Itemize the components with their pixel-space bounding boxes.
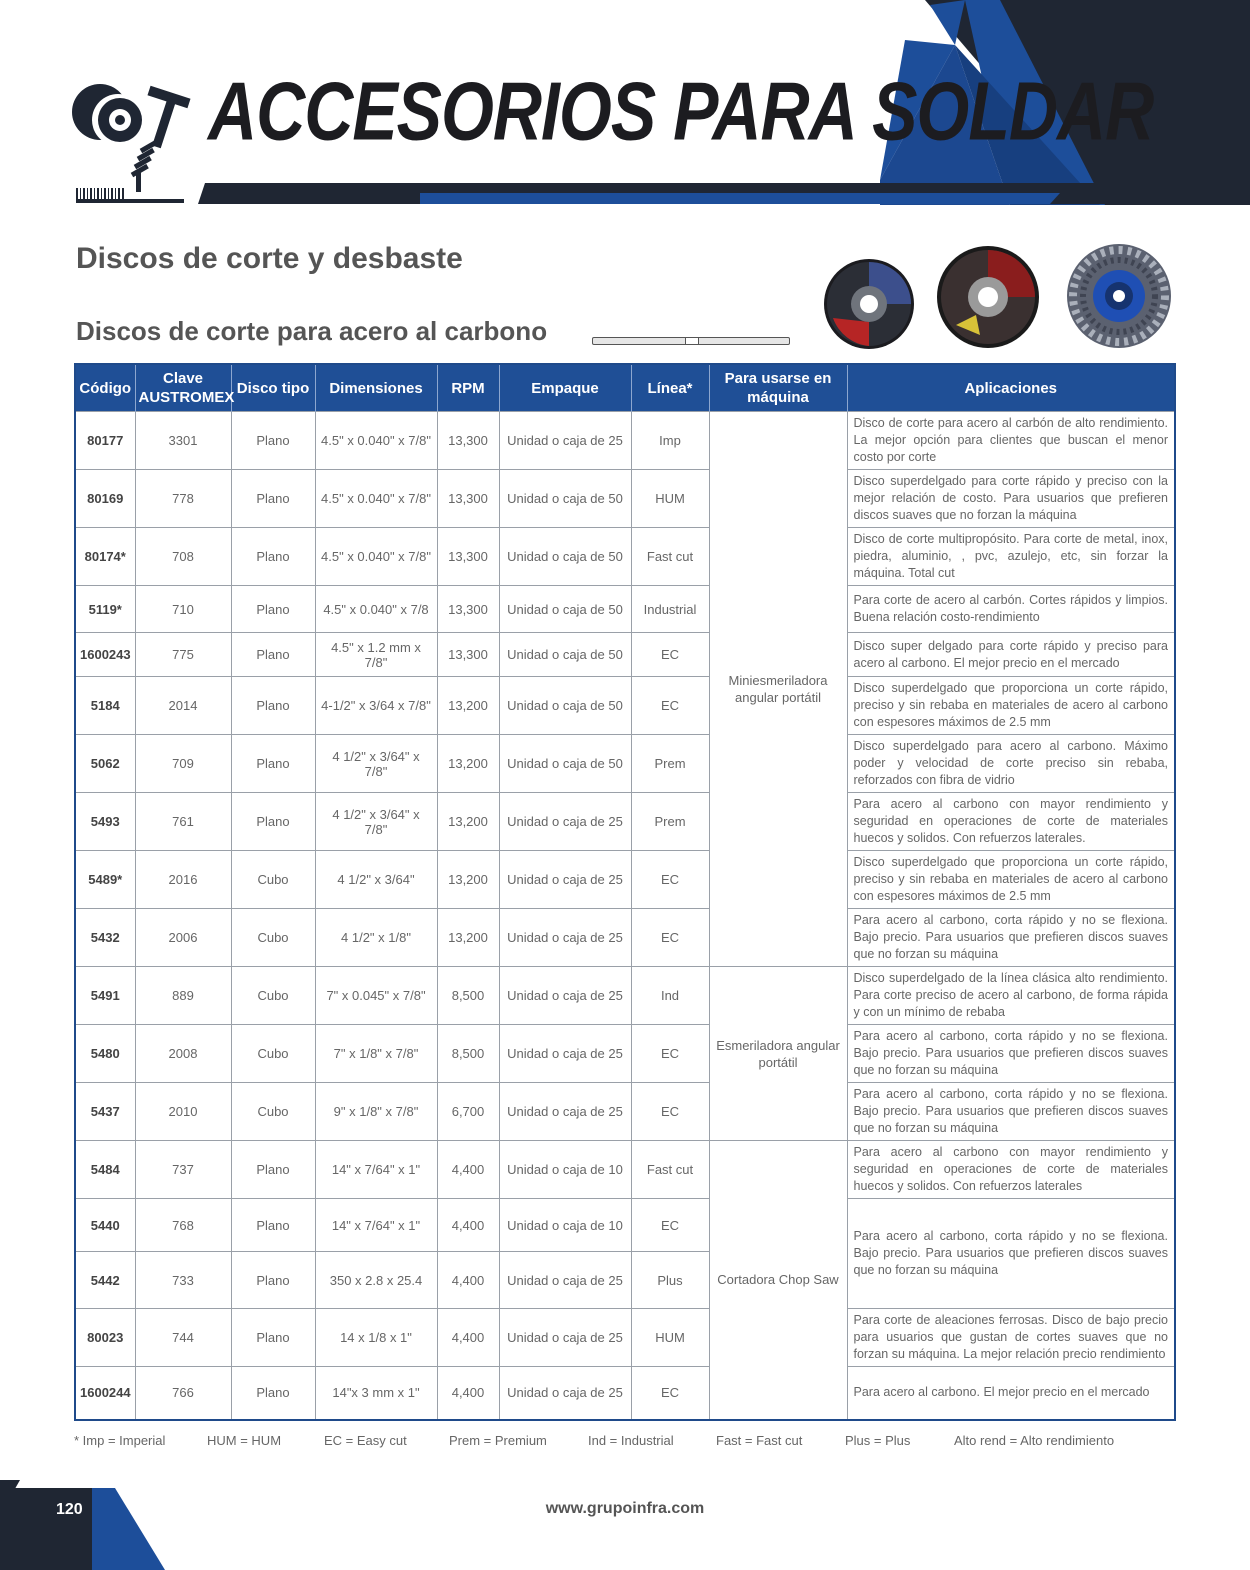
cell-linea: Ind bbox=[631, 967, 709, 1025]
page-title: ACCESORIOS PARA SOLDAR bbox=[208, 65, 1154, 158]
cell-rpm: 13,300 bbox=[437, 528, 499, 586]
cell-empaque: Unidad o caja de 50 bbox=[499, 528, 631, 586]
cell-rpm: 13,300 bbox=[437, 470, 499, 528]
cell-empaque: Unidad o caja de 10 bbox=[499, 1141, 631, 1199]
table-row bbox=[75, 1083, 1175, 1141]
cell-codigo: 5484 bbox=[75, 1141, 135, 1199]
cell-dimensiones: 14" x 7/64" x 1" bbox=[315, 1141, 437, 1199]
cell-empaque: Unidad o caja de 25 bbox=[499, 412, 631, 470]
cell-clave: 768 bbox=[135, 1199, 231, 1252]
cell-rpm: 13,200 bbox=[437, 735, 499, 793]
cell-dimensiones: 4 1/2" x 3/64" x 7/8" bbox=[315, 735, 437, 793]
cell-tipo: Plano bbox=[231, 586, 315, 633]
cell-aplicaciones: Para acero al carbono, corta rápido y no se flexiona. Bajo precio. Para usuarios que prefieren discos suaves que no forzan su máquina bbox=[847, 909, 1175, 967]
section-subtitle: Discos de corte para acero al carbono bbox=[76, 316, 548, 346]
footer-decoration bbox=[0, 1480, 170, 1570]
header-aplicaciones: Aplicaciones bbox=[847, 364, 1175, 412]
cell-empaque: Unidad o caja de 25 bbox=[499, 793, 631, 851]
cell-empaque: Unidad o caja de 50 bbox=[499, 677, 631, 735]
header-clave: Clave AUSTROMEX bbox=[135, 364, 231, 412]
cell-clave: 889 bbox=[135, 967, 231, 1025]
cell-dimensiones: 4.5" x 0.040" x 7/8" bbox=[315, 412, 437, 470]
cell-codigo: 5184 bbox=[75, 677, 135, 735]
cell-maquina: Miniesmeriladora angular portátil bbox=[709, 412, 847, 967]
cell-maquina: Cortadora Chop Saw bbox=[709, 1141, 847, 1420]
page-number: 120 bbox=[56, 1501, 83, 1518]
cell-empaque: Unidad o caja de 25 bbox=[499, 1083, 631, 1141]
cell-codigo: 5432 bbox=[75, 909, 135, 967]
cell-codigo: 5493 bbox=[75, 793, 135, 851]
cell-linea: EC bbox=[631, 1025, 709, 1083]
cell-tipo: Cubo bbox=[231, 909, 315, 967]
cell-dimensiones: 4.5" x 0.040" x 7/8 bbox=[315, 586, 437, 633]
cell-linea: Imp bbox=[631, 412, 709, 470]
cell-linea: HUM bbox=[631, 470, 709, 528]
cell-aplicaciones: Disco superdelgado para acero al carbono. Máximo poder y velocidad de corte preciso sin rebaba, reforzados con fibra de vidrio bbox=[847, 735, 1175, 793]
cell-rpm: 8,500 bbox=[437, 967, 499, 1025]
cell-codigo: 1600244 bbox=[75, 1367, 135, 1420]
cell-aplicaciones: Disco super delgado para corte rápido y preciso para acero al carbono. El mejor precio en el mercado bbox=[847, 633, 1175, 677]
cell-aplicaciones: Para acero al carbono, corta rápido y no se flexiona. Bajo precio. Para usuarios que prefieren discos suaves que no forzan su máquina bbox=[847, 1083, 1175, 1141]
cell-empaque: Unidad o caja de 50 bbox=[499, 470, 631, 528]
cell-tipo: Plano bbox=[231, 1199, 315, 1252]
cell-codigo: 1600243 bbox=[75, 633, 135, 677]
cell-rpm: 4,400 bbox=[437, 1309, 499, 1367]
cell-empaque: Unidad o caja de 25 bbox=[499, 1309, 631, 1367]
cell-empaque: Unidad o caja de 10 bbox=[499, 1199, 631, 1252]
cell-linea: EC bbox=[631, 1367, 709, 1420]
cell-aplicaciones: Para acero al carbono. El mejor precio en el mercado bbox=[847, 1367, 1175, 1420]
cell-empaque: Unidad o caja de 25 bbox=[499, 1367, 631, 1420]
cell-clave: 709 bbox=[135, 735, 231, 793]
table-row bbox=[75, 470, 1175, 528]
legend-item: Prem = Premium bbox=[449, 1433, 547, 1448]
cell-dimensiones: 9" x 1/8" x 7/8" bbox=[315, 1083, 437, 1141]
cell-rpm: 13,300 bbox=[437, 633, 499, 677]
table-row bbox=[75, 412, 1175, 470]
cell-aplicaciones: Disco superdelgado para corte rápido y preciso con la mejor relación de costo. Para usuarios que prefieren discos suaves que no forzan la máquina bbox=[847, 470, 1175, 528]
legend-item: * Imp = Imperial bbox=[74, 1433, 166, 1448]
cell-dimensiones: 14 x 1/8 x 1" bbox=[315, 1309, 437, 1367]
cell-linea: EC bbox=[631, 633, 709, 677]
table-row bbox=[75, 909, 1175, 967]
cell-empaque: Unidad o caja de 25 bbox=[499, 1252, 631, 1309]
cell-empaque: Unidad o caja de 25 bbox=[499, 1025, 631, 1083]
cell-clave: 761 bbox=[135, 793, 231, 851]
cell-tipo: Plano bbox=[231, 1367, 315, 1420]
cell-rpm: 4,400 bbox=[437, 1199, 499, 1252]
cell-tipo: Plano bbox=[231, 793, 315, 851]
cell-dimensiones: 7" x 1/8" x 7/8" bbox=[315, 1025, 437, 1083]
table-row bbox=[75, 1367, 1175, 1420]
header-codigo: Código bbox=[75, 364, 135, 412]
cell-tipo: Plano bbox=[231, 1252, 315, 1309]
cell-linea: EC bbox=[631, 1199, 709, 1252]
table-row bbox=[75, 851, 1175, 909]
cell-codigo: 5440 bbox=[75, 1199, 135, 1252]
cell-codigo: 5491 bbox=[75, 967, 135, 1025]
cell-dimensiones: 4.5" x 0.040" x 7/8" bbox=[315, 528, 437, 586]
table-row bbox=[75, 1309, 1175, 1367]
cell-tipo: Cubo bbox=[231, 1083, 315, 1141]
cell-codigo: 5480 bbox=[75, 1025, 135, 1083]
specs-table bbox=[74, 363, 1176, 1421]
cell-aplicaciones: Disco superdelgado que proporciona un corte rápido, preciso y sin rebaba en materiales de acero al carbono con espesores máximos de 2.5 mm bbox=[847, 851, 1175, 909]
cell-dimensiones: 350 x 2.8 x 25.4 bbox=[315, 1252, 437, 1309]
cell-maquina: Esmeriladora angular portátil bbox=[709, 967, 847, 1141]
cell-codigo: 5119* bbox=[75, 586, 135, 633]
legend-item: HUM = HUM bbox=[207, 1433, 282, 1448]
cell-rpm: 6,700 bbox=[437, 1083, 499, 1141]
cell-dimensiones: 7" x 0.045" x 7/8" bbox=[315, 967, 437, 1025]
cell-linea: EC bbox=[631, 677, 709, 735]
cell-aplicaciones: Disco de corte multipropósito. Para corte de metal, inox, piedra, aluminio, , pvc, azulejo, etc, sin forzar la máquina. Total cut bbox=[847, 528, 1175, 586]
cell-tipo: Plano bbox=[231, 677, 315, 735]
cell-codigo: 5437 bbox=[75, 1083, 135, 1141]
cell-codigo: 5442 bbox=[75, 1252, 135, 1309]
legend-item: EC = Easy cut bbox=[324, 1433, 407, 1448]
header-empaque: Empaque bbox=[499, 364, 631, 412]
cell-rpm: 13,200 bbox=[437, 909, 499, 967]
cell-empaque: Unidad o caja de 25 bbox=[499, 851, 631, 909]
cell-rpm: 4,400 bbox=[437, 1141, 499, 1199]
legend-item: Fast = Fast cut bbox=[716, 1433, 803, 1448]
cell-linea: HUM bbox=[631, 1309, 709, 1367]
wire-brush-wheel-image bbox=[1064, 242, 1174, 350]
cell-linea: Industrial bbox=[631, 586, 709, 633]
cell-linea: Fast cut bbox=[631, 528, 709, 586]
cell-tipo: Plano bbox=[231, 470, 315, 528]
grinding-disc-hammer-icon bbox=[70, 72, 200, 207]
cell-aplicaciones: Para corte de acero al carbón. Cortes rápidos y limpios. Buena relación costo-rendimiento bbox=[847, 586, 1175, 633]
cell-clave: 2014 bbox=[135, 677, 231, 735]
cell-clave: 710 bbox=[135, 586, 231, 633]
cell-dimensiones: 4 1/2" x 1/8" bbox=[315, 909, 437, 967]
table-row bbox=[75, 735, 1175, 793]
table-row bbox=[75, 633, 1175, 677]
table-row bbox=[75, 793, 1175, 851]
header-disco-tipo: Disco tipo bbox=[231, 364, 315, 412]
cell-clave: 766 bbox=[135, 1367, 231, 1420]
header-rpm: RPM bbox=[437, 364, 499, 412]
cell-rpm: 4,400 bbox=[437, 1252, 499, 1309]
slim-disc-side-image bbox=[592, 337, 790, 345]
cell-clave: 2016 bbox=[135, 851, 231, 909]
cell-dimensiones: 4.5" x 0.040" x 7/8" bbox=[315, 470, 437, 528]
cell-empaque: Unidad o caja de 25 bbox=[499, 909, 631, 967]
cell-dimensiones: 4.5" x 1.2 mm x 7/8" bbox=[315, 633, 437, 677]
cell-clave: 775 bbox=[135, 633, 231, 677]
specs-table-container bbox=[74, 363, 1174, 1421]
cell-tipo: Cubo bbox=[231, 1025, 315, 1083]
cell-aplicaciones: Disco de corte para acero al carbón de alto rendimiento. La mejor opción para clientes que buscan el menor costo por corte bbox=[847, 412, 1175, 470]
flap-disc-image bbox=[823, 258, 915, 350]
cell-rpm: 13,300 bbox=[437, 586, 499, 633]
table-row bbox=[75, 528, 1175, 586]
cell-tipo: Plano bbox=[231, 1141, 315, 1199]
header-linea: Línea* bbox=[631, 364, 709, 412]
header-dimensiones: Dimensiones bbox=[315, 364, 437, 412]
cell-aplicaciones: Para corte de aleaciones ferrosas. Disco de bajo precio para usuarios que gustan de cortes suaves que no forzan su máquina. La mejor relación precio rendimiento bbox=[847, 1309, 1175, 1367]
cell-linea: EC bbox=[631, 851, 709, 909]
cell-linea: Fast cut bbox=[631, 1141, 709, 1199]
cell-codigo: 5489* bbox=[75, 851, 135, 909]
cell-codigo: 80169 bbox=[75, 470, 135, 528]
cell-dimensiones: 4 1/2" x 3/64" x 7/8" bbox=[315, 793, 437, 851]
cell-tipo: Plano bbox=[231, 735, 315, 793]
cell-codigo: 80177 bbox=[75, 412, 135, 470]
table-header-row bbox=[75, 364, 1175, 412]
cutting-disc-image bbox=[936, 245, 1040, 349]
cell-codigo: 5062 bbox=[75, 735, 135, 793]
cell-tipo: Cubo bbox=[231, 967, 315, 1025]
cell-aplicaciones: Disco superdelgado de la línea clásica alto rendimiento. Para corte preciso de acero al carbono, de forma rápida y con un mínimo de rebaba bbox=[847, 967, 1175, 1025]
cell-tipo: Plano bbox=[231, 528, 315, 586]
cell-codigo: 80023 bbox=[75, 1309, 135, 1367]
legend-item: Plus = Plus bbox=[845, 1433, 911, 1448]
table-row bbox=[75, 1199, 1175, 1252]
cell-clave: 733 bbox=[135, 1252, 231, 1309]
cell-aplicaciones: Para acero al carbono, corta rápido y no se flexiona. Bajo precio. Para usuarios que prefieren discos suaves que no forzan su máquina bbox=[847, 1025, 1175, 1083]
cell-linea: EC bbox=[631, 1083, 709, 1141]
section-title: Discos de corte y desbaste bbox=[76, 242, 463, 275]
abbreviation-legend bbox=[0, 1433, 1250, 1453]
cell-aplicaciones: Disco superdelgado que proporciona un corte rápido, preciso y sin rebaba en materiales de acero al carbono con espesores máximos de 2.5 mm bbox=[847, 677, 1175, 735]
cell-dimensiones: 14" x 7/64" x 1" bbox=[315, 1199, 437, 1252]
cell-linea: Prem bbox=[631, 793, 709, 851]
cell-rpm: 8,500 bbox=[437, 1025, 499, 1083]
cell-clave: 3301 bbox=[135, 412, 231, 470]
table-row bbox=[75, 677, 1175, 735]
legend-item: Ind = Industrial bbox=[588, 1433, 674, 1448]
cell-clave: 737 bbox=[135, 1141, 231, 1199]
cell-aplicaciones: Para acero al carbono con mayor rendimiento y seguridad en operaciones de corte de materiales huecos y solidos. Con refuerzos laterales. bbox=[847, 793, 1175, 851]
cell-dimensiones: 4-1/2" x 3/64 x 7/8" bbox=[315, 677, 437, 735]
cell-clave: 744 bbox=[135, 1309, 231, 1367]
cell-rpm: 13,200 bbox=[437, 793, 499, 851]
cell-empaque: Unidad o caja de 50 bbox=[499, 633, 631, 677]
cell-rpm: 4,400 bbox=[437, 1367, 499, 1420]
cell-dimensiones: 14"x 3 mm x 1" bbox=[315, 1367, 437, 1420]
cell-clave: 708 bbox=[135, 528, 231, 586]
cell-rpm: 13,200 bbox=[437, 677, 499, 735]
table-row bbox=[75, 586, 1175, 633]
cell-tipo: Cubo bbox=[231, 851, 315, 909]
cell-empaque: Unidad o caja de 50 bbox=[499, 735, 631, 793]
cell-clave: 2008 bbox=[135, 1025, 231, 1083]
table-row bbox=[75, 1141, 1175, 1199]
cell-empaque: Unidad o caja de 50 bbox=[499, 586, 631, 633]
cell-rpm: 13,300 bbox=[437, 412, 499, 470]
legend-item: Alto rend = Alto rendimiento bbox=[954, 1433, 1115, 1448]
cell-aplicaciones: Para acero al carbono, corta rápido y no se flexiona. Bajo precio. Para usuarios que prefieren discos suaves que no forzan su máquina bbox=[847, 1199, 1175, 1309]
cell-linea: Plus bbox=[631, 1252, 709, 1309]
cell-clave: 2010 bbox=[135, 1083, 231, 1141]
table-row bbox=[75, 1025, 1175, 1083]
table-row bbox=[75, 967, 1175, 1025]
website-link[interactable]: www.grupoinfra.com bbox=[545, 1500, 705, 1517]
header-maquina: Para usarse en máquina bbox=[709, 364, 847, 412]
cell-linea: Prem bbox=[631, 735, 709, 793]
cell-tipo: Plano bbox=[231, 1309, 315, 1367]
cell-empaque: Unidad o caja de 25 bbox=[499, 967, 631, 1025]
cell-rpm: 13,200 bbox=[437, 851, 499, 909]
cell-dimensiones: 4 1/2" x 3/64" bbox=[315, 851, 437, 909]
cell-codigo: 80174* bbox=[75, 528, 135, 586]
cell-tipo: Plano bbox=[231, 412, 315, 470]
cell-tipo: Plano bbox=[231, 633, 315, 677]
cell-aplicaciones: Para acero al carbono con mayor rendimiento y seguridad en operaciones de corte de materiales huecos y solidos. Con refuerzos laterales bbox=[847, 1141, 1175, 1199]
cell-clave: 778 bbox=[135, 470, 231, 528]
cell-linea: EC bbox=[631, 909, 709, 967]
cell-clave: 2006 bbox=[135, 909, 231, 967]
